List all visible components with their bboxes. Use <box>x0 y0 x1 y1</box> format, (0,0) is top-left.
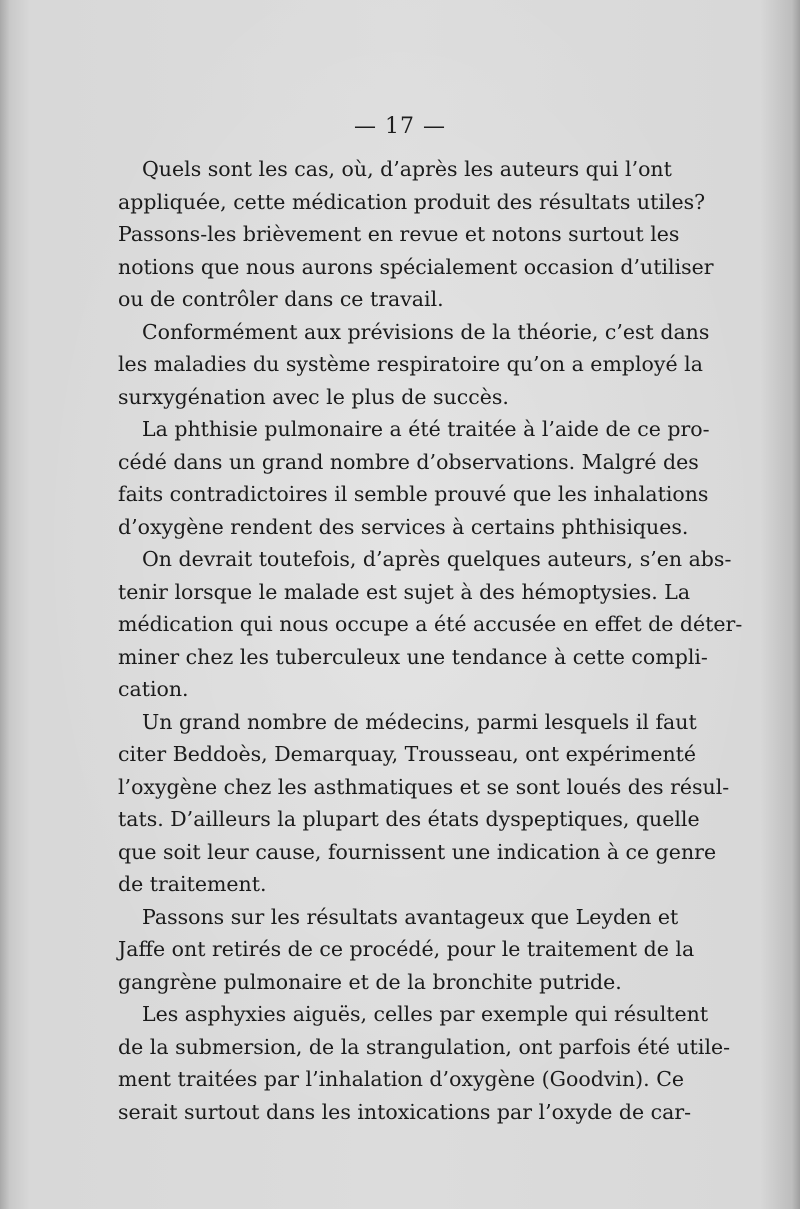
text-line: citer Beddoès, Demarquay, Trousseau, ont expérimenté <box>118 742 697 766</box>
text-line: tenir lorsque le malade est sujet à des hémoptysies. La <box>118 579 691 604</box>
text-line: Un grand nombre de médecins, parmi lesquels il faut <box>142 709 697 734</box>
text-line: On devrait toutefois, d’après quelques auteurs, s’en abs- <box>142 547 732 571</box>
text-line: médication qui nous occupe a été accusée en effet de déter- <box>118 612 743 636</box>
text-line: ou de contrôler dans ce travail. <box>118 287 444 311</box>
text-line: Passons sur les résultats avantageux que Leyden et <box>142 904 679 929</box>
text-line: Jaffe ont retirés de ce procédé, pour le traitement de la <box>118 937 695 961</box>
text-line: faits contradictoires il semble prouvé que les inhalations <box>118 482 709 506</box>
text-line: de traitement. <box>118 872 267 896</box>
text-line: l’oxygène chez les asthmatiques et se sont loués des résul- <box>118 774 730 799</box>
text-line: surxygénation avec le plus de succès. <box>118 384 509 409</box>
text-line: Les asphyxies aiguës, celles par exemple qui résultent <box>142 1002 709 1026</box>
body-text <box>118 153 743 1128</box>
text-line: cédé dans un grand nombre d’observations. Malgré des <box>118 449 699 474</box>
text-line: Passons-les brièvement en revue et notons surtout les <box>118 222 680 246</box>
text-line: d’oxygène rendent des services à certains phthisiques. <box>118 514 689 539</box>
text-line: notions que nous aurons spécialement occasion d’utiliser <box>118 254 714 279</box>
text-line: cation. <box>118 677 189 701</box>
text-line: de la submersion, de la strangulation, ont parfois été utile- <box>118 1034 731 1059</box>
text-line: ment traitées par l’inhalation d’oxygène (Goodvin). Ce <box>118 1067 685 1091</box>
text-line: La phthisie pulmonaire a été traitée à l’aide de ce pro- <box>142 417 710 441</box>
text-line: Conformément aux prévisions de la théorie, c’est dans <box>142 319 710 344</box>
text-line: appliquée, cette médication produit des résultats utiles? <box>118 189 706 214</box>
text-line: Quels sont les cas, où, d’après les auteurs qui l’ont <box>142 157 672 181</box>
text-line: tats. D’ailleurs la plupart des états dyspeptiques, quelle <box>118 807 700 831</box>
text-line: les maladies du système respiratoire qu’on a employé la <box>118 352 703 376</box>
page-number: — 17 — <box>354 114 446 139</box>
text-line: gangrène pulmonaire et de la bronchite putride. <box>118 969 622 994</box>
text-line: miner chez les tuberculeux une tendance à cette compli- <box>118 644 708 669</box>
text-line: serait surtout dans les intoxications par l’oxyde de car- <box>118 1099 692 1124</box>
text-line: que soit leur cause, fournissent une indication à ce genre <box>118 839 717 864</box>
